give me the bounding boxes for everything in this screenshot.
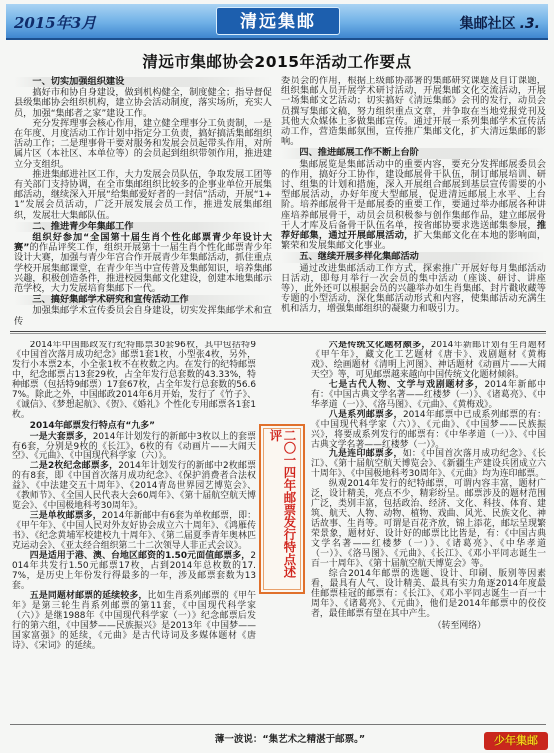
point-lead: 三是单枚邮票多， [29, 511, 102, 522]
paragraph: 充分发挥理事会核心作用，建立健全理事分工负责制，一是在年度、月度活动工作计划中指定分工负责，搞好搞活集邮组织活动工作；二是理事骨干要对服务和发展会员起带头作用，对所属片区（本社区、本单位等）的会员起到组织带领作用，推进建立分支组织。 [14, 117, 272, 170]
point-text: 2014年邮票中已成系列邮票的有：《中国现代科学家（六）》、《元曲》、《中国梦——民族振兴》，将要成系列发行的邮票有：《中华孝道（一）》、《中国古典文学名著——红楼梦（一）》。 [311, 409, 546, 450]
section-heading: 一、切实加强组织建设 [14, 77, 272, 87]
issue-date: 2015年3月 [14, 14, 97, 32]
point-text: 2014年计划发行的新邮中3枚以上的套票有6套，分别是9枚的《长江》、6枚的有《动画片——大闹天空》、《元曲》、《中国现代科学家（六）》。 [12, 431, 256, 462]
features-heading: 2014年邮票发行特点有“九多” [29, 420, 155, 431]
point-lead: 七是古代人物、文学与戏剧题材多， [328, 379, 485, 390]
footer-divider [10, 724, 546, 725]
section-heading: 四、推进邮展工作不断上台阶 [281, 148, 546, 158]
point-text: 2014年新邮计划有生肖题材《甲午年》，藏文化工艺题材《唐卡》、戏剧题材《黄梅戏》、绘画题材《清明上河图》、神话题材《动画片——大闹天空》等，可见邮票越来越向中国传统文化题材倾斜。 [311, 341, 546, 380]
review-title: 二〇一四年邮票发行特点述评 [268, 429, 297, 578]
point-text: 2014年计划发行的新邮中2枚邮票的有8套，即《中国首次落月成功纪念》、《保护消费者合法权益》、《中法建交五十周年》、《2014青岛世界园艺博览会》、《教师节》、《全国人民代表大会60周年》、《第十届航空航天博览会》、《中国极地科考30周年》。 [12, 461, 256, 512]
paragraph: 加强集邮学术宣传委员会自身建设，切实发挥集邮学术和宣传 [14, 305, 272, 327]
masthead-band [6, 4, 548, 40]
section-heading: 三、搞好集邮学术研究和宣传活动工作 [14, 295, 272, 305]
paragraph-text: 扩大集邮文化在本地的影响面，繁荣和发展集邮文化事业。 [281, 230, 546, 252]
point-text: 2014年新邮中有6套为单枚邮票，即：《甲午年》、《中国人民对外友好协会成立六十周年》、《鸿雁传书》、《纪念黄埔军校建校九十周年》、《第二届夏季青年奥林匹克运动会》、《亚太经合组织第二十二次领导人非正式会议》。 [12, 511, 256, 552]
point-lead: 五是同题材邮票的延续较多， [29, 590, 148, 601]
paragraph [14, 233, 272, 294]
paragraph: 搞好市和协自身建设，做到机构健全，制度健全；指导督促县级集邮协会组织机构，建立协会活动制度，落实场所，充实人员，加强“集邮者之家”建设工作。 [14, 87, 272, 119]
feature-point [311, 381, 546, 411]
point-lead: 一是大套票多， [29, 431, 93, 442]
feature-point [311, 341, 546, 381]
plan-column-right [281, 76, 546, 328]
emphasis-text: 推荐好邮集，通过开展邮展活动， [281, 219, 546, 242]
paragraph-continued: 委员会的作用，根据上级邮协部署的集邮研究课题及自订课题，组织集邮人员开展学术研讨活动，开展集邮文化交流活动，开展一场集邮文艺活动；切实搞好《清远集邮》会刊的发行，动员会员撰写集邮文稿，努力组织重点文章，并争取在当地党报党刊及其他大众媒体上多做集邮宣传。通过开展一系列集邮学术宣传活动工作，营造集邮氛围，宣传推广集邮文化，扩大清远集邮的影响。 [281, 76, 546, 148]
paragraph: 推进集邮进社区工作，大力发展会员队伍，争取发展工团等有关部门支持协调，在全市集邮组织比较多的企事业单位开展集邮活动，继续深入开展“给集邮爱好者的一封信”活动，开展“1+1”发展会员活动，广泛开展发展会员工作，推进发展集邮组织，发展壮大集邮队伍。 [14, 168, 272, 221]
paragraph: 2014年中国邮政发行纪特邮票30套96枚，其中包括特9《中国首次落月成功纪念》邮票1套1枚，小型张4枚，另外，发行小本票2本，小全张1枚不在枚数之内。在发行的纪特邮票中，纪念邮票占13套29枚，占全年发行总套数的43.33%，特种邮票（包括特9邮票）17套67枚，占全年发行总套数的56.67%。除此之外，中国邮政2014年6月开始，发行了《竹子》、《诚信》、《梦想起航》、《贺》、《婚礼》个性化专用邮票各1套1枚。 [12, 341, 256, 420]
section-name: 集邮社区 [459, 16, 516, 32]
article-title: 清远市集邮协会2015年活动工作要点 [142, 53, 412, 71]
point-text: 比如生肖系列邮票的《甲午年》是第三轮生肖系列邮票的第11套，《中国现代科学家（六）》是继1988年《中国现代科学家（一）》纪念邮票后发行的第六组，《中国梦——民族振兴》是2013年《中国梦——国家富强》的延续，《元曲》是古代诗词及多媒体题材《唐诗》、《宋词》的延续。 [12, 590, 256, 651]
feature-point [12, 512, 256, 552]
feature-point [12, 462, 256, 512]
section-divider [10, 331, 546, 334]
feature-point [12, 592, 256, 652]
page-number: .3. [519, 16, 540, 32]
point-lead: 二是2枚纪念邮票多， [29, 461, 119, 472]
review-title-frame [263, 428, 301, 590]
section-heading: 二、推进青少年集邮工作 [14, 222, 272, 232]
review-column-left [12, 341, 256, 709]
point-text: 如：《中国首次落月成功纪念》、《长江》、《第十届航空航天博览会》、《新疆生产建设兵团成立六十周年》、《中国极地科考30周年》、《元曲》均为连印邮票。 [311, 449, 546, 480]
paragraph: 综合2014年邮票的选题、设计、印刷、版别等因素看，最具有人气、设计精美、最具有实力角逐2014年度最佳邮票桂冠的邮票有：《长江》、《邓小平同志诞生一百一十周年》、《诸葛亮》、《元曲》，他们是2014年邮票中的佼佼者，最佳邮票有望在其中产生。 [311, 568, 546, 619]
paragraph-text: 集邮展览是集邮活动中的重要内容，要充分发挥邮展委员会的作用，搞好分工协作，建设邮展骨干队伍，制订邮展培训、研讨、组集的计划和措施，深入开展组合邮展到基层宣传需要的小型邮展活动，办好年度大型邮展，促进清远邮展上水平、上台阶。培养邮展骨干是邮展委的重要工作，要通过举办邮展各种讲座培养邮展骨干，动员会员积极参与创作集邮作品，建立邮展骨干人才库及后备骨干队伍名单，按省邮协要求选送邮集参展， [281, 158, 546, 231]
feature-point [311, 450, 546, 480]
paragraph: 纵观2014年发行的纪特邮票，可谓内容丰富，题材广泛，设计精美，亮点不少，精彩纷呈。邮票涉及的题材范围广泛，类别丰富，包括政治、经济、文化、科技、体育、建筑、航天、人物、动物、植物、戏曲、风光、民族文化、神话故事、生肖等。可谓是百花齐放，锦上添花，邮坛呈现繁荣景象，题材好、设计好的邮票比比皆是，有：《中国古典文学名著——红楼梦（一）》、《诸葛亮》、《中华孝道（一）》、《洛马图》、《元曲》、《长江》、《邓小平同志诞生一百一十周年》、《第十届航空航天博览会》等。 [311, 479, 546, 569]
corner-logo: 少年集邮 [484, 732, 548, 750]
section-label [460, 13, 540, 33]
point-lead: 四是适用于港、澳、台地区邮资的1.50元面值邮票多， [29, 551, 251, 562]
paragraph: 通过改进集邮活动工作方式，探索推广开展好每月集邮活动日活动，即每月举行一次会员的集中活动（座谈、研讨、讲座等），此外还可以根据会员的兴趣举办如生肖集邮、封片戳收藏等专题的小型活动，深化集邮活动形式和内容，使集邮活动充满生机和活力，增强集邮组织的凝聚力和吸引力。 [281, 262, 546, 315]
review-title-box [259, 424, 305, 594]
section-heading: 五、继续开展多样化集邮活动 [281, 252, 546, 262]
feature-point [12, 433, 256, 463]
newsletter-masthead: 清远集邮 [216, 7, 340, 35]
paragraph [281, 160, 546, 252]
point-text: 2014年新邮中有：《中国古典文学名著——红楼梦（一）》、《诸葛亮》、《中华孝道（一）》、《洛马图》、《元曲》、《黄梅戏》。 [311, 379, 546, 410]
point-text: 2014年共发行1.50元邮票17枚，占到2014年总枚数的17.7%，是历史上年份发行得最多的一年，涉及邮票套数为13套。 [12, 551, 256, 591]
point-lead: 八是系列邮票多， [328, 409, 403, 420]
emphasis-text: 组织好参加“全国第十届生肖个性化邮票青少年设计大赛” [14, 232, 272, 254]
source-note: （转至网络） [432, 620, 486, 631]
point-lead: 九是连印邮票多， [328, 449, 403, 460]
plan-column-left [14, 76, 272, 328]
feature-point [311, 411, 546, 451]
point-lead: 六是传统文化题材颇多， [328, 341, 431, 350]
paragraph-text: 的作品评奖工作，组织开展第十一届生肖个性化邮票青少年设计大赛，加强与青少年宫合作开展青少年集邮活动，抓住重点学校开展集邮课堂，在青少年当中宣传普及集邮知识，培养集邮兴趣，积极创造条件，推进校园集邮文化建设，创建本地集邮示范学校，大力发展培育集邮下一代。 [14, 242, 272, 295]
footer-quote: 薄一波说：“集艺术之精湛于邮票。” [214, 734, 366, 745]
review-column-right [311, 341, 546, 709]
feature-point [12, 552, 256, 592]
